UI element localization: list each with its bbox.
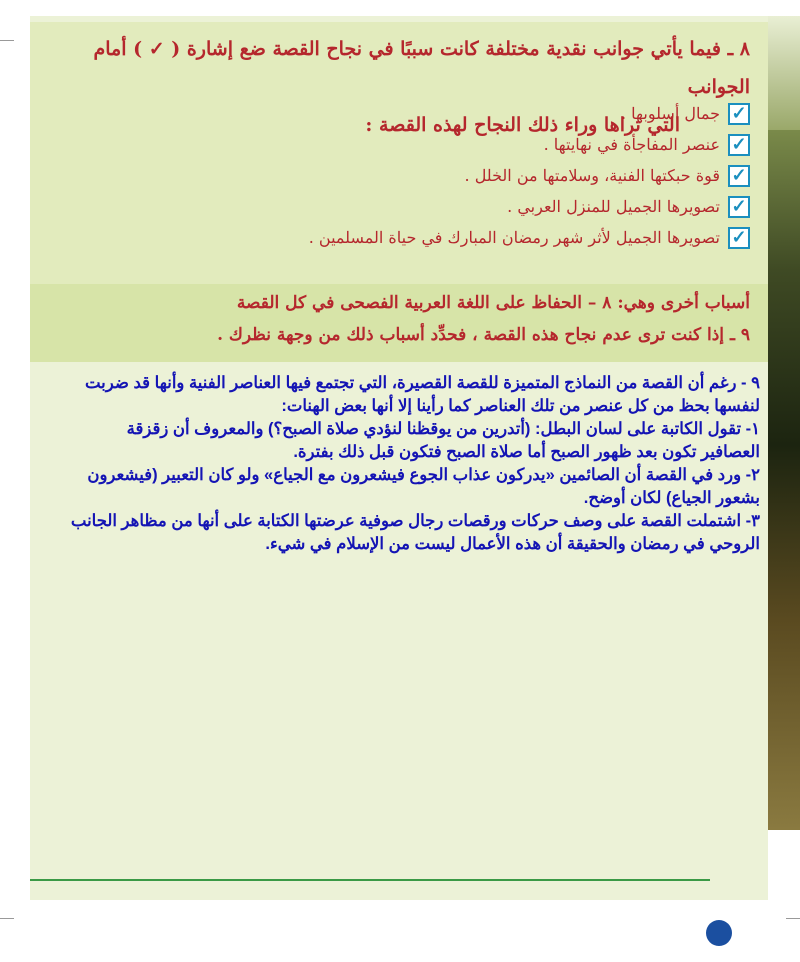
footer-rule — [30, 879, 710, 881]
checklist-item-label: قوة حبكتها الفنية، وسلامتها من الخلل . — [464, 166, 720, 185]
checkbox-checked-icon[interactable]: ✓ — [728, 196, 750, 218]
checkbox-checked-icon[interactable]: ✓ — [728, 165, 750, 187]
crop-mark — [0, 918, 14, 919]
question-9: ٩ ـ إذا كنت ترى عدم نجاح هذه القصة ، فحدِّد أسباب ذلك من وجهة نظرك . — [217, 325, 750, 345]
answer-paragraph: ٩ - رغم أن القصة من النماذج المتميزة للقصة القصيرة، التي تجتمع فيها العناصر الفنية وأنها قد ضربت لنفسها بحظ من كل عنصر من تلك العناصر كما رأينا إلا أنها بعض الهنات: — [84, 374, 760, 415]
answer-paragraph: ٣- اشتملت القصة على وصف حركات ورقصات رجال صوفية عرضتها الكتابة على أنها من مظاهر الجانب الروحي في رمضان والحقيقة أن هذه الأعمال ليست من الإسلام في شيء. — [70, 512, 760, 553]
checklist-item-label: عنصر المفاجأة في نهايتها . — [543, 135, 720, 154]
checklist-item-label: تصويرها الجميل للمنزل العربي . — [507, 197, 720, 216]
answer-text — [70, 372, 760, 556]
checklist-item[interactable] — [150, 98, 750, 129]
answer-paragraph: ١- تقول الكاتبة على لسان البطل: (أتدرين من يوقظنا لنؤدي صلاة الصبح؟) والمعروف أن زقزقة العصافير تكون بعد ظهور الصبح أما صلاة الصبح فتكون قبل ذلك بفترة. — [126, 420, 760, 461]
checklist-item[interactable] — [150, 191, 750, 222]
checkbox-checked-icon[interactable]: ✓ — [728, 103, 750, 125]
decorative-edge — [768, 16, 800, 130]
checklist-item-label: تصويرها الجميل لأثر شهر رمضان المبارك في حياة المسلمين . — [308, 228, 720, 247]
question-8-line2: التي تراها وراء ذلك النجاح لهذه القصة : — [365, 114, 680, 136]
answer-paragraph: ٢- ورد في القصة أن الصائمين «يدركون عذاب الجوع فيشعرون مع الجياع» ولو كان التعبير (فيشعرون بشعور الجياع) لكان أوضح. — [87, 466, 760, 507]
crop-mark — [0, 40, 14, 41]
page-number-badge — [706, 920, 732, 946]
crop-mark — [786, 918, 800, 919]
other-reasons-answer: أسباب أخرى وهي: ٨ – الحفاظ على اللغة العربية الفصحى في كل القصة — [236, 293, 750, 313]
decorative-photo-strip — [768, 130, 800, 830]
checklist-item[interactable] — [150, 129, 750, 160]
checkbox-checked-icon[interactable]: ✓ — [728, 134, 750, 156]
checklist-item[interactable] — [150, 222, 750, 253]
aspects-checklist — [150, 98, 750, 253]
checklist-item-label: جمال أسلوبها . — [620, 104, 720, 123]
checkbox-checked-icon[interactable]: ✓ — [728, 227, 750, 249]
question-8-line1: ٨ ـ فيما يأتي جوانب نقدية مختلفة كانت سببًا في نجاح القصة ضع إشارة ( ✓ ) أمام الجوانب — [93, 38, 750, 98]
checklist-item[interactable] — [150, 160, 750, 191]
